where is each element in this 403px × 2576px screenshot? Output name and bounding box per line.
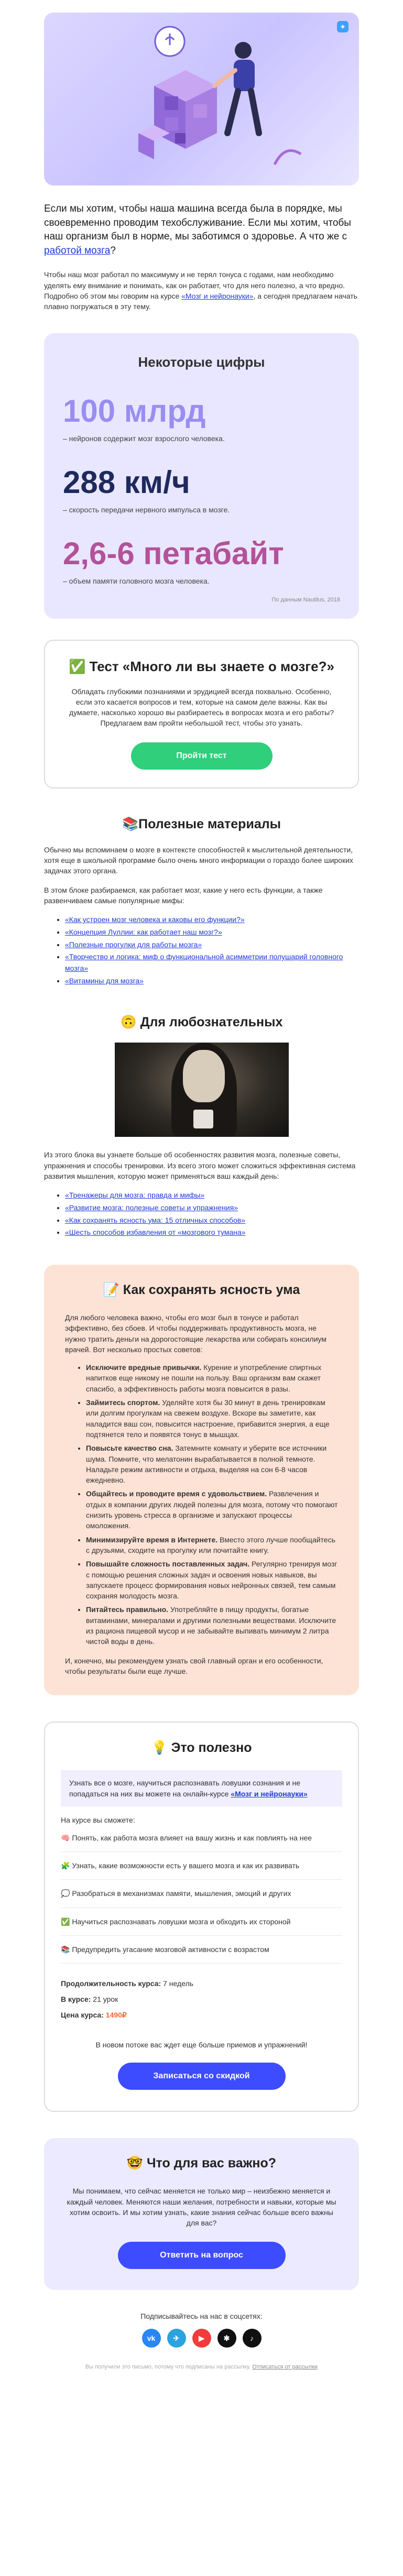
clarity-block (44, 1265, 359, 1695)
useful-cta-note: В новом потоке вас ждет еще больше приемов и упражнений! (95, 2041, 308, 2049)
list-item (65, 975, 359, 987)
brain-work-link[interactable]: работой мозга (44, 245, 111, 256)
brain-cube-illustration (44, 13, 359, 185)
materials-link-1[interactable]: «Как устроен мозг человека и каковы его функции?» (65, 915, 245, 924)
course-lessons: В курсе: 21 урок (61, 1995, 118, 2004)
useful-card (44, 1722, 359, 2112)
answer-button[interactable]: Ответить на вопрос (118, 2242, 286, 2269)
clarity-title: 📝 Как сохранять ясность ума (103, 1282, 300, 1297)
course-price: Цена курса: 1490₽ (61, 2011, 127, 2020)
materials-link-3[interactable]: «Полезные прогулки для работы мозга» (65, 940, 202, 949)
social-icons (44, 2329, 359, 2348)
test-card (44, 640, 359, 788)
stat-caption-memory: – объем памяти головного мозга человека. (63, 576, 210, 585)
useful-lead: Узнать все о мозге, научиться распознавать ловушки сознания и не попадаться на них вы можете на онлайн-курсе «Мозг и нейронауки» (61, 1770, 342, 1806)
test-title: ✅ Тест «Много ли вы знаете о мозге?» (69, 658, 334, 674)
list-item: ✅ Научиться распознавать ловушки мозга и обходить их стороной (61, 1916, 342, 1936)
telegram-icon[interactable]: ✈ (167, 2329, 186, 2348)
test-text: Обладать глубокими познаниями и эрудицией всегда похвально. Особенно, если это касается вопросов и тем, которые на самом деле важны. Как вы думаете, насколько хорошо вы разбираетесь в вопросах мозга и его работы? Предлагаем вам пройти небольшой тест, чтобы это узнать. (69, 687, 334, 728)
materials-p2: В этом блоке разбираемся, как работает мозг, какие у него есть функции, а также развенчиваем самые популярные мифы: (44, 885, 323, 905)
curious-link-4[interactable]: «Шесть способов избавления от «мозгового тумана» (65, 1228, 246, 1237)
curious-link-2[interactable]: «Развитие мозга: полезные советы и упражнения» (65, 1203, 238, 1212)
stat-value-neurons: 100 млрд (63, 393, 206, 429)
enroll-button[interactable]: Записаться со скидкой (118, 2063, 286, 2090)
list-item: 📚 Предупредить угасание мозговой активности с возрастом (61, 1944, 342, 1964)
list-item: 💭 Разобраться в механизмах памяти, мышления, эмоций и других (61, 1888, 342, 1908)
curious-link-1[interactable]: «Тренажеры для мозга: правда и мифы» (65, 1191, 205, 1200)
materials-links (44, 914, 359, 986)
curious-photo (115, 1043, 289, 1137)
course-duration: Продолжительность курса: 7 недель (61, 1979, 193, 1988)
list-item (65, 1227, 359, 1238)
stats-title: Некоторые цифры (138, 354, 265, 370)
vk-icon[interactable]: vk (142, 2329, 161, 2348)
list-item: 🧠 Понять, как работа мозга влияет на вашу жизнь и как повлиять на нее (61, 1833, 342, 1852)
stats-source: По данным Nautilus, 2018 (271, 596, 340, 603)
stat-caption-neurons: – нейронов содержит мозг взрослого человека. (63, 434, 225, 443)
unsubscribe-link[interactable]: Отписаться от рассылки (252, 2364, 318, 2371)
list-item: 🧩 Узнать, какие возможности есть у вашего мозга и как их развивать (61, 1860, 342, 1880)
materials-section (44, 817, 359, 987)
curious-section (44, 1015, 359, 1238)
list-item: • Исключите вредные привычки. Курение и употребление спиртных напитков еще никому не пошли на пользу. Ваш организм вам скажет спасибо, а эффективность работы мозга повысится в разы. (86, 1362, 338, 1394)
youtube-icon[interactable]: ▶ (192, 2329, 211, 2348)
list-item: • Повысьте качество сна. Затемните комнату и уберите все источники шума. Помните, что мелатонин вырабатывается в полной темноте. Наладьте режим активности и отдыха, выделяя на сон 6-8 часов ежедневно. (86, 1443, 338, 1485)
subscribe-text: Подписывайтесь на нас в соцсетях: (140, 2312, 263, 2321)
important-block (44, 2138, 359, 2290)
stats-block (44, 333, 359, 619)
list-item: • Займитесь спортом. Уделяйте хотя бы 30 минут в день тренировкам или долгим прогулкам на свежем воздухе. Вскоре вы заметите, как наладится ваш сон, повысится настроение, прибавится энергия, а еще подтянется тело и появятся тонус в мышцах. (86, 1397, 338, 1440)
materials-title: 📚Полезные материалы (122, 816, 281, 831)
useful-course-link[interactable]: «Мозг и нейронауки» (231, 1789, 308, 1798)
clarity-intro: Для любого человека важно, чтобы его мозг был в тонусе и работал эффективно, без сбоев. И чтобы поддерживать продуктивность мозга, не нужно тратить деньги на дорогостоящие лекарства или собирать консилиум врачей. Вот несколько простых советов: (65, 1313, 326, 1354)
materials-link-5[interactable]: «Витамины для мозга» (65, 976, 144, 985)
corner-badge-icon: ✦ (337, 21, 348, 32)
curious-link-3[interactable]: «Как сохранять ясность ума: 15 отличных способов» (65, 1215, 246, 1224)
materials-link-4[interactable]: «Творчество и логика: миф о функциональной асимметрии полушарий головного мозга» (65, 952, 343, 972)
list-item (65, 939, 359, 951)
take-test-button[interactable]: Пройти тест (131, 742, 273, 770)
materials-p1: Обычно мы вспоминаем о мозге в контексте способностей к мыслительной деятельности, хотя еще в школьной программе было очень много информации о гораздо более широких задачах этого органа. (44, 845, 353, 875)
stat-value-speed: 288 км/ч (63, 464, 190, 500)
footer-note: Вы получили это письмо, потому что подписаны на рассылку. Отписаться от рассылки (85, 2364, 318, 2371)
list-item: • Минимизируйте время в Интернете. Вместо этого лучше пообщайтесь с друзьями, сходите на прогулку или почитайте книгу. (86, 1534, 338, 1556)
list-item: • Общайтесь и проводите время с удовольствием. Развлечения и отдых в компании других людей полезны для мозга, потому что помогают снизить уровень стресса в организме и запускают процессы омоложения. (86, 1488, 338, 1531)
stat-caption-speed: – скорость передачи нервного импульса в мозге. (63, 505, 230, 514)
list-item (65, 914, 359, 926)
list-item (65, 1215, 359, 1226)
useful-title: 💡 Это полезно (151, 1740, 252, 1756)
course-link[interactable]: «Мозг и нейронауки» (181, 291, 254, 300)
curious-title: 🙃 Для любознательных (120, 1015, 283, 1030)
list-item: • Питайтесь правильно. Употребляйте в пищу продукты, богатые витаминами, минералами и другими полезными веществами. Исключите из рациона пищевой мусор и не забывайте выпивать минимум 2 литра чистой воды в день. (86, 1604, 338, 1647)
list-item: • Повышайте сложность поставленных задач. Регулярно тренируя мозг с помощью решения сложных задач и освоения новых навыков, вы запускаете процесс формирования новых нейронных связей, тем самым сохраняя молодость мозга. (86, 1559, 338, 1601)
important-title: 🤓 Что для вас важно? (126, 2156, 277, 2171)
curious-p1: Из этого блока вы узнаете больше об особенностях развития мозга, полезные советы, упражнения и способы тренировки. Из всего этого может сложиться эффективная система развития мышления, которую может применяться ваш каждый день: (44, 1150, 356, 1180)
list-item (65, 951, 359, 974)
dzen-icon[interactable]: ✱ (217, 2329, 236, 2348)
important-text: Мы понимаем, что сейчас меняется не только мир – неизбежно меняется и каждый человек. Меняются наши желания, потребности и навыки, которые мы хотим освоить. И мы хотим узнать, какие знания сейчас больше всего важны для вас? (67, 2187, 336, 2228)
clarity-outro: И, конечно, мы рекомендуем узнать свой главный орган и его особенности, чтобы результаты были еще лучше. (65, 1656, 323, 1675)
clarity-list (65, 1362, 338, 1647)
intro-text: Чтобы наш мозг работал по максимуму и не терял тонуса с годами, нам необходимо уделять ему внимание и понимать, как он работает, что для него полезно, а что вредно. Подробно об этом мы говорим на курсе «Мозг и нейронауки», а сегодня предлагаем начать плавно погружаться в эту тему. (44, 270, 357, 311)
list-item (65, 927, 359, 938)
intro-lead: Если мы хотим, чтобы наша машина всегда была в порядке, мы своевременно проводим техобслуживание. Если мы хотим, чтобы наш организм был в норме, мы заботимся о здоровье. А что же с работой мозга? (44, 203, 351, 256)
list-item (65, 1202, 359, 1214)
hero-illustration (44, 13, 359, 185)
list-item (65, 1190, 359, 1201)
stat-value-memory: 2,6-6 петабайт (63, 535, 284, 571)
price-value: 1490₽ (105, 2011, 127, 2020)
curious-links (44, 1190, 359, 1238)
on-course-label: На курсе вы сможете: (61, 1815, 135, 1824)
tiktok-icon[interactable]: ♪ (243, 2329, 262, 2348)
materials-link-2[interactable]: «Концепция Луллии: как работает наш мозг?» (65, 927, 222, 936)
